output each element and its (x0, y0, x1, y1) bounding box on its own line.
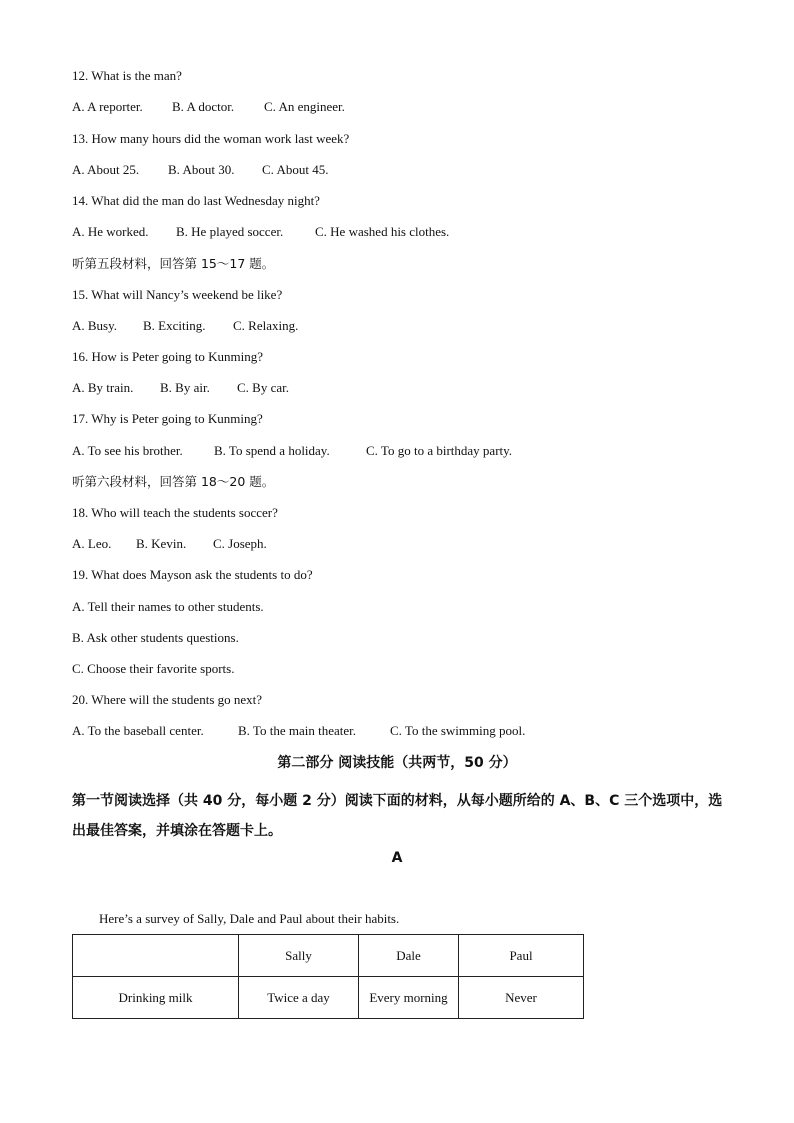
option-a: A. Leo. (72, 536, 112, 551)
question-18: 18. Who will teach the students soccer? (72, 505, 278, 520)
table-header-row (73, 935, 584, 977)
header-cell: Sally (239, 935, 359, 977)
header-cell: Paul (459, 935, 584, 977)
question-12: 12. What is the man? (72, 68, 182, 83)
survey-table (72, 934, 584, 1019)
option-a: A. To the baseball center. (72, 723, 204, 738)
table-cell: Never (459, 977, 584, 1019)
table-cell: Every morning (359, 977, 459, 1019)
options-16 (72, 380, 289, 396)
option-b: B. To spend a holiday. (214, 443, 330, 458)
option-a: A. By train. (72, 380, 134, 395)
option-b: B. About 30. (168, 162, 235, 177)
question-20: 20. Where will the students go next? (72, 692, 263, 707)
question-13: 13. How many hours did the woman work last week? (72, 131, 350, 146)
option-b: B. Exciting. (143, 318, 206, 333)
options-13 (72, 162, 328, 178)
section-instruction-5: 听第五段材料，回答第 15～17 题。 (72, 256, 275, 271)
option-b: B. He played soccer. (176, 224, 284, 239)
table-cell: Twice a day (239, 977, 359, 1019)
section-instruction-6: 听第六段材料，回答第 18～20 题。 (72, 474, 275, 489)
option-c: C. He washed his clothes. (315, 224, 450, 239)
question-16: 16. How is Peter going to Kunming? (72, 349, 264, 364)
option-a: A. A reporter. (72, 99, 143, 114)
options-20 (72, 723, 525, 739)
option-c: C. Relaxing. (233, 318, 299, 333)
question-14: 14. What did the man do last Wednesday night? (72, 193, 320, 208)
option-c: C. To the swimming pool. (390, 723, 526, 738)
options-14 (72, 224, 449, 240)
question-19: 19. What does Mayson ask the students to do? (72, 567, 313, 582)
option-c: C. About 45. (262, 162, 329, 177)
options-15 (72, 318, 298, 334)
option-a: A. Tell their names to other students. (72, 599, 264, 614)
option-c: C. To go to a birthday party. (366, 443, 513, 458)
option-a: A. Busy. (72, 318, 118, 333)
survey-intro: Here’s a survey of Sally, Dale and Paul about their habits. (99, 911, 400, 926)
option-b: B. Ask other students questions. (72, 630, 239, 645)
table-cell: Drinking milk (73, 977, 239, 1019)
option-c: C. By car. (237, 380, 289, 395)
header-cell: Dale (359, 935, 459, 977)
part-two-heading: 第二部分 阅读技能（共两节，50 分） (277, 755, 517, 771)
options-12 (72, 99, 345, 115)
option-b: B. To the main theater. (238, 723, 356, 738)
header-cell (73, 935, 239, 977)
options-17 (72, 443, 512, 459)
reading-instruction: 第一节阅读选择（共 40 分，每小题 2 分）阅读下面的材料，从每小题所给的 A、B、C 三个选项中，选出最佳答案，并填涂在答题卡上。 (72, 793, 723, 839)
options-18 (72, 536, 267, 552)
question-17: 17. Why is Peter going to Kunming? (72, 411, 263, 426)
option-c: C. Choose their favorite sports. (72, 661, 235, 676)
option-a: A. About 25. (72, 162, 140, 177)
table-row (73, 977, 584, 1019)
passage-label: A (391, 850, 403, 866)
option-b: B. Kevin. (136, 536, 187, 551)
option-c: C. An engineer. (264, 99, 345, 114)
option-b: B. By air. (160, 380, 210, 395)
question-15: 15. What will Nancy’s weekend be like? (72, 287, 283, 302)
option-b: B. A doctor. (172, 99, 235, 114)
option-c: C. Joseph. (213, 536, 267, 551)
option-a: A. He worked. (72, 224, 149, 239)
option-a: A. To see his brother. (72, 443, 183, 458)
